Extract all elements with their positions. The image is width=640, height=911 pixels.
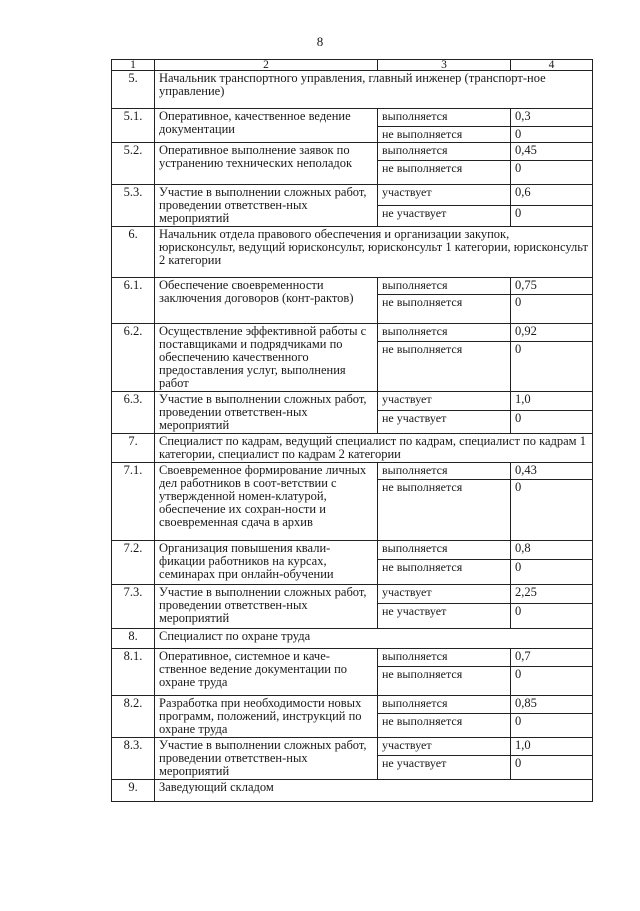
criterion-number: 5.1. — [112, 109, 155, 143]
condition-label: участвует — [378, 738, 511, 756]
criterion-description: Участие в выполнении сложных работ, проведении ответствен-ных мероприятий — [155, 185, 378, 227]
section-number: 7. — [112, 434, 155, 463]
condition-value: 2,25 — [511, 585, 593, 604]
condition-label: не выполняется — [378, 560, 511, 585]
criterion-number: 8.3. — [112, 738, 155, 780]
condition-label: выполняется — [378, 541, 511, 560]
criterion-row — [112, 324, 593, 342]
criterion-description: Участие в выполнении сложных работ, проведении ответствен-ных мероприятий — [155, 585, 378, 629]
criterion-number: 6.1. — [112, 278, 155, 324]
condition-value: 0,75 — [511, 278, 593, 295]
condition-label: выполняется — [378, 278, 511, 295]
criterion-row — [112, 585, 593, 604]
criterion-row — [112, 185, 593, 206]
condition-value: 1,0 — [511, 738, 593, 756]
criterion-row — [112, 738, 593, 756]
condition-label: выполняется — [378, 143, 511, 161]
condition-value: 0,43 — [511, 463, 593, 480]
criteria-table — [111, 59, 593, 802]
criterion-row — [112, 278, 593, 295]
criterion-row — [112, 392, 593, 411]
condition-label: не участвует — [378, 756, 511, 780]
criterion-description: Разработка при необходимости новых программ, положений, инструкций по охране труда — [155, 696, 378, 738]
criteria-table-body — [112, 60, 593, 802]
page-number: 8 — [316, 34, 324, 49]
condition-value: 0 — [511, 127, 593, 143]
condition-value: 0 — [511, 604, 593, 629]
column-number: 3 — [378, 60, 511, 71]
section-row — [112, 629, 593, 649]
section-title: Начальник транспортного управления, главный инженер (транспорт-ное управление) — [155, 71, 593, 109]
condition-value: 0,85 — [511, 696, 593, 714]
condition-label: участвует — [378, 185, 511, 206]
section-number: 9. — [112, 780, 155, 802]
section-number: 8. — [112, 629, 155, 649]
condition-label: не выполняется — [378, 161, 511, 185]
condition-value: 0 — [511, 341, 593, 391]
condition-label: выполняется — [378, 109, 511, 127]
criterion-description: Своевременное формирование личных дел работников в соот-ветствии с утвержденной номен-клатурой, обеспечение их сохран-ности и своевременная сдача в архив — [155, 463, 378, 541]
criterion-number: 7.2. — [112, 541, 155, 585]
condition-label: не участвует — [378, 411, 511, 434]
criterion-description: Участие в выполнении сложных работ, проведении ответствен-ных мероприятий — [155, 738, 378, 780]
condition-value: 0 — [511, 756, 593, 780]
criterion-description: Оперативное, системное и каче-ственное ведение документации по охране труда — [155, 649, 378, 696]
criterion-number: 8.1. — [112, 649, 155, 696]
criterion-row — [112, 109, 593, 127]
criterion-row — [112, 649, 593, 667]
section-title: Специалист по охране труда — [155, 629, 593, 649]
condition-label: не участвует — [378, 604, 511, 629]
condition-label: не выполняется — [378, 714, 511, 738]
condition-value: 0 — [511, 161, 593, 185]
condition-label: не выполняется — [378, 127, 511, 143]
section-row — [112, 780, 593, 802]
criterion-number: 6.3. — [112, 392, 155, 434]
criterion-description: Организация повышения квали-фикации работников на курсах, семинарах при онлайн-обучении — [155, 541, 378, 585]
criterion-number: 8.2. — [112, 696, 155, 738]
criterion-number: 6.2. — [112, 324, 155, 392]
criterion-number: 5.2. — [112, 143, 155, 185]
condition-label: участвует — [378, 585, 511, 604]
section-title: Заведующий складом — [155, 780, 593, 802]
condition-label: участвует — [378, 392, 511, 411]
condition-value: 0,7 — [511, 649, 593, 667]
criterion-row — [112, 696, 593, 714]
condition-value: 0 — [511, 206, 593, 227]
condition-value: 0,3 — [511, 109, 593, 127]
criterion-description: Оперативное выполнение заявок по устранению технических неполадок — [155, 143, 378, 185]
criterion-row — [112, 463, 593, 480]
condition-label: не выполняется — [378, 667, 511, 696]
column-number: 1 — [112, 60, 155, 71]
criterion-description: Осуществление эффективной работы с поставщиками и подрядчиками по обеспечению качественного предоставления услуг, выполнения работ — [155, 324, 378, 392]
condition-value: 0 — [511, 560, 593, 585]
column-number-row — [112, 60, 593, 71]
column-number: 4 — [511, 60, 593, 71]
condition-label: выполняется — [378, 696, 511, 714]
condition-label: выполняется — [378, 324, 511, 342]
condition-value: 0 — [511, 411, 593, 434]
section-title: Специалист по кадрам, ведущий специалист по кадрам, специалист по кадрам 1 категории, специалист по кадрам 2 категории — [155, 434, 593, 463]
section-row — [112, 434, 593, 463]
condition-value: 1,0 — [511, 392, 593, 411]
condition-value: 0 — [511, 295, 593, 324]
condition-value: 0,45 — [511, 143, 593, 161]
condition-value: 0 — [511, 480, 593, 541]
condition-label: не выполняется — [378, 480, 511, 541]
criterion-number: 5.3. — [112, 185, 155, 227]
column-number: 2 — [155, 60, 378, 71]
section-number: 5. — [112, 71, 155, 109]
section-number: 6. — [112, 227, 155, 278]
criterion-description: Оперативное, качественное ведение документации — [155, 109, 378, 143]
condition-label: не выполняется — [378, 341, 511, 391]
condition-label: выполняется — [378, 649, 511, 667]
criterion-number: 7.3. — [112, 585, 155, 629]
condition-value: 0,92 — [511, 324, 593, 342]
condition-value: 0 — [511, 667, 593, 696]
condition-value: 0,6 — [511, 185, 593, 206]
condition-label: не выполняется — [378, 295, 511, 324]
condition-value: 0 — [511, 714, 593, 738]
condition-label: выполняется — [378, 463, 511, 480]
criterion-description: Обеспечение своевременности заключения договоров (конт-рактов) — [155, 278, 378, 324]
section-row — [112, 71, 593, 109]
criterion-row — [112, 541, 593, 560]
condition-value: 0,8 — [511, 541, 593, 560]
section-row — [112, 227, 593, 278]
section-title: Начальник отдела правового обеспечения и организации закупок, юрисконсульт, ведущий юрисконсульт, юрисконсульт 1 категории, юрисконсульт 2 категории — [155, 227, 593, 278]
criterion-row — [112, 143, 593, 161]
criterion-description: Участие в выполнении сложных работ, проведении ответствен-ных мероприятий — [155, 392, 378, 434]
criterion-number: 7.1. — [112, 463, 155, 541]
condition-label: не участвует — [378, 206, 511, 227]
